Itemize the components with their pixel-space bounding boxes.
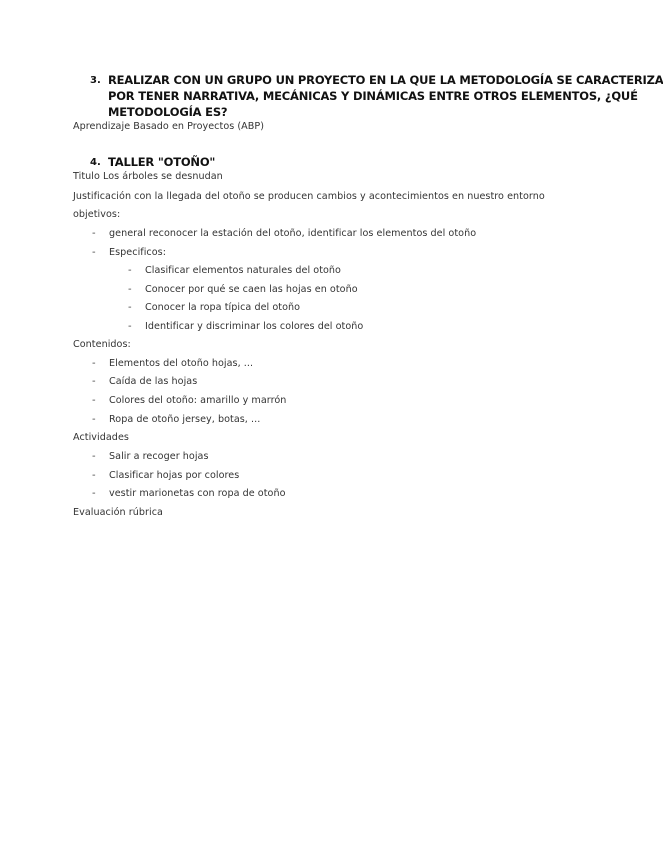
specific-objective-item: Clasificar elementos naturales del otoño (145, 265, 341, 276)
section-3-question-line-3: METODOLOGÍA ES? (108, 105, 228, 119)
bullet-dash: - (92, 376, 96, 387)
content-item: Ropa de otoño jersey, botas, ... (109, 414, 261, 425)
general-objective: general reconocer la estación del otoño, identificar los elementos del otoño (109, 228, 477, 239)
activity-item: Salir a recoger hojas (109, 451, 209, 462)
bullet-dash: - (128, 321, 132, 332)
bullet-dash: - (92, 395, 96, 406)
section-3-number: 3. (90, 75, 101, 86)
specific-objective-item: Conocer la ropa típica del otoño (145, 302, 301, 313)
section-3-question-line-2: POR TENER NARRATIVA, MECÁNICAS Y DINÁMICAS ENTRE OTROS ELEMENTOS, ¿QUÉ (108, 89, 638, 103)
evaluation-line: Evaluación rúbrica (73, 507, 163, 518)
bullet-dash: - (92, 451, 96, 462)
bullet-dash: - (92, 488, 96, 499)
bullet-dash: - (92, 247, 96, 258)
specific-objectives-label: Especificos: (109, 247, 167, 258)
content-item: Colores del otoño: amarillo y marrón (109, 395, 287, 406)
specific-objective-item: Conocer por qué se caen las hojas en otoño (145, 284, 358, 295)
objectives-label: objetivos: (73, 209, 121, 220)
bullet-dash: - (128, 265, 132, 276)
workshop-title: Titulo Los árboles se desnudan (73, 171, 223, 182)
bullet-dash: - (92, 358, 96, 369)
activity-item: vestir marionetas con ropa de otoño (109, 488, 286, 499)
bullet-dash: - (92, 228, 96, 239)
content-item: Caída de las hojas (109, 376, 198, 387)
contents-label: Contenidos: (73, 339, 131, 350)
activities-label: Actividades (73, 432, 129, 443)
justification-line-1: Justificación con la llegada del otoño se producen cambios y acontecimientos en nuestro entorno (73, 191, 545, 202)
specific-objective-item: Identificar y discriminar los colores del otoño (145, 321, 364, 332)
bullet-dash: - (128, 302, 132, 313)
bullet-dash: - (92, 414, 96, 425)
bullet-dash: - (92, 470, 96, 481)
section-4-heading: TALLER "OTOÑO" (108, 155, 216, 169)
section-3-answer: Aprendizaje Basado en Proyectos (ABP) (73, 121, 265, 132)
section-3-question-line-1: REALIZAR CON UN GRUPO UN PROYECTO EN LA QUE LA METODOLOGÍA SE CARACTERIZA (108, 73, 663, 87)
bullet-dash: - (128, 284, 132, 295)
content-item: Elementos del otoño hojas, ... (109, 358, 254, 369)
section-4-number: 4. (90, 157, 101, 168)
activity-item: Clasificar hojas por colores (109, 470, 240, 481)
